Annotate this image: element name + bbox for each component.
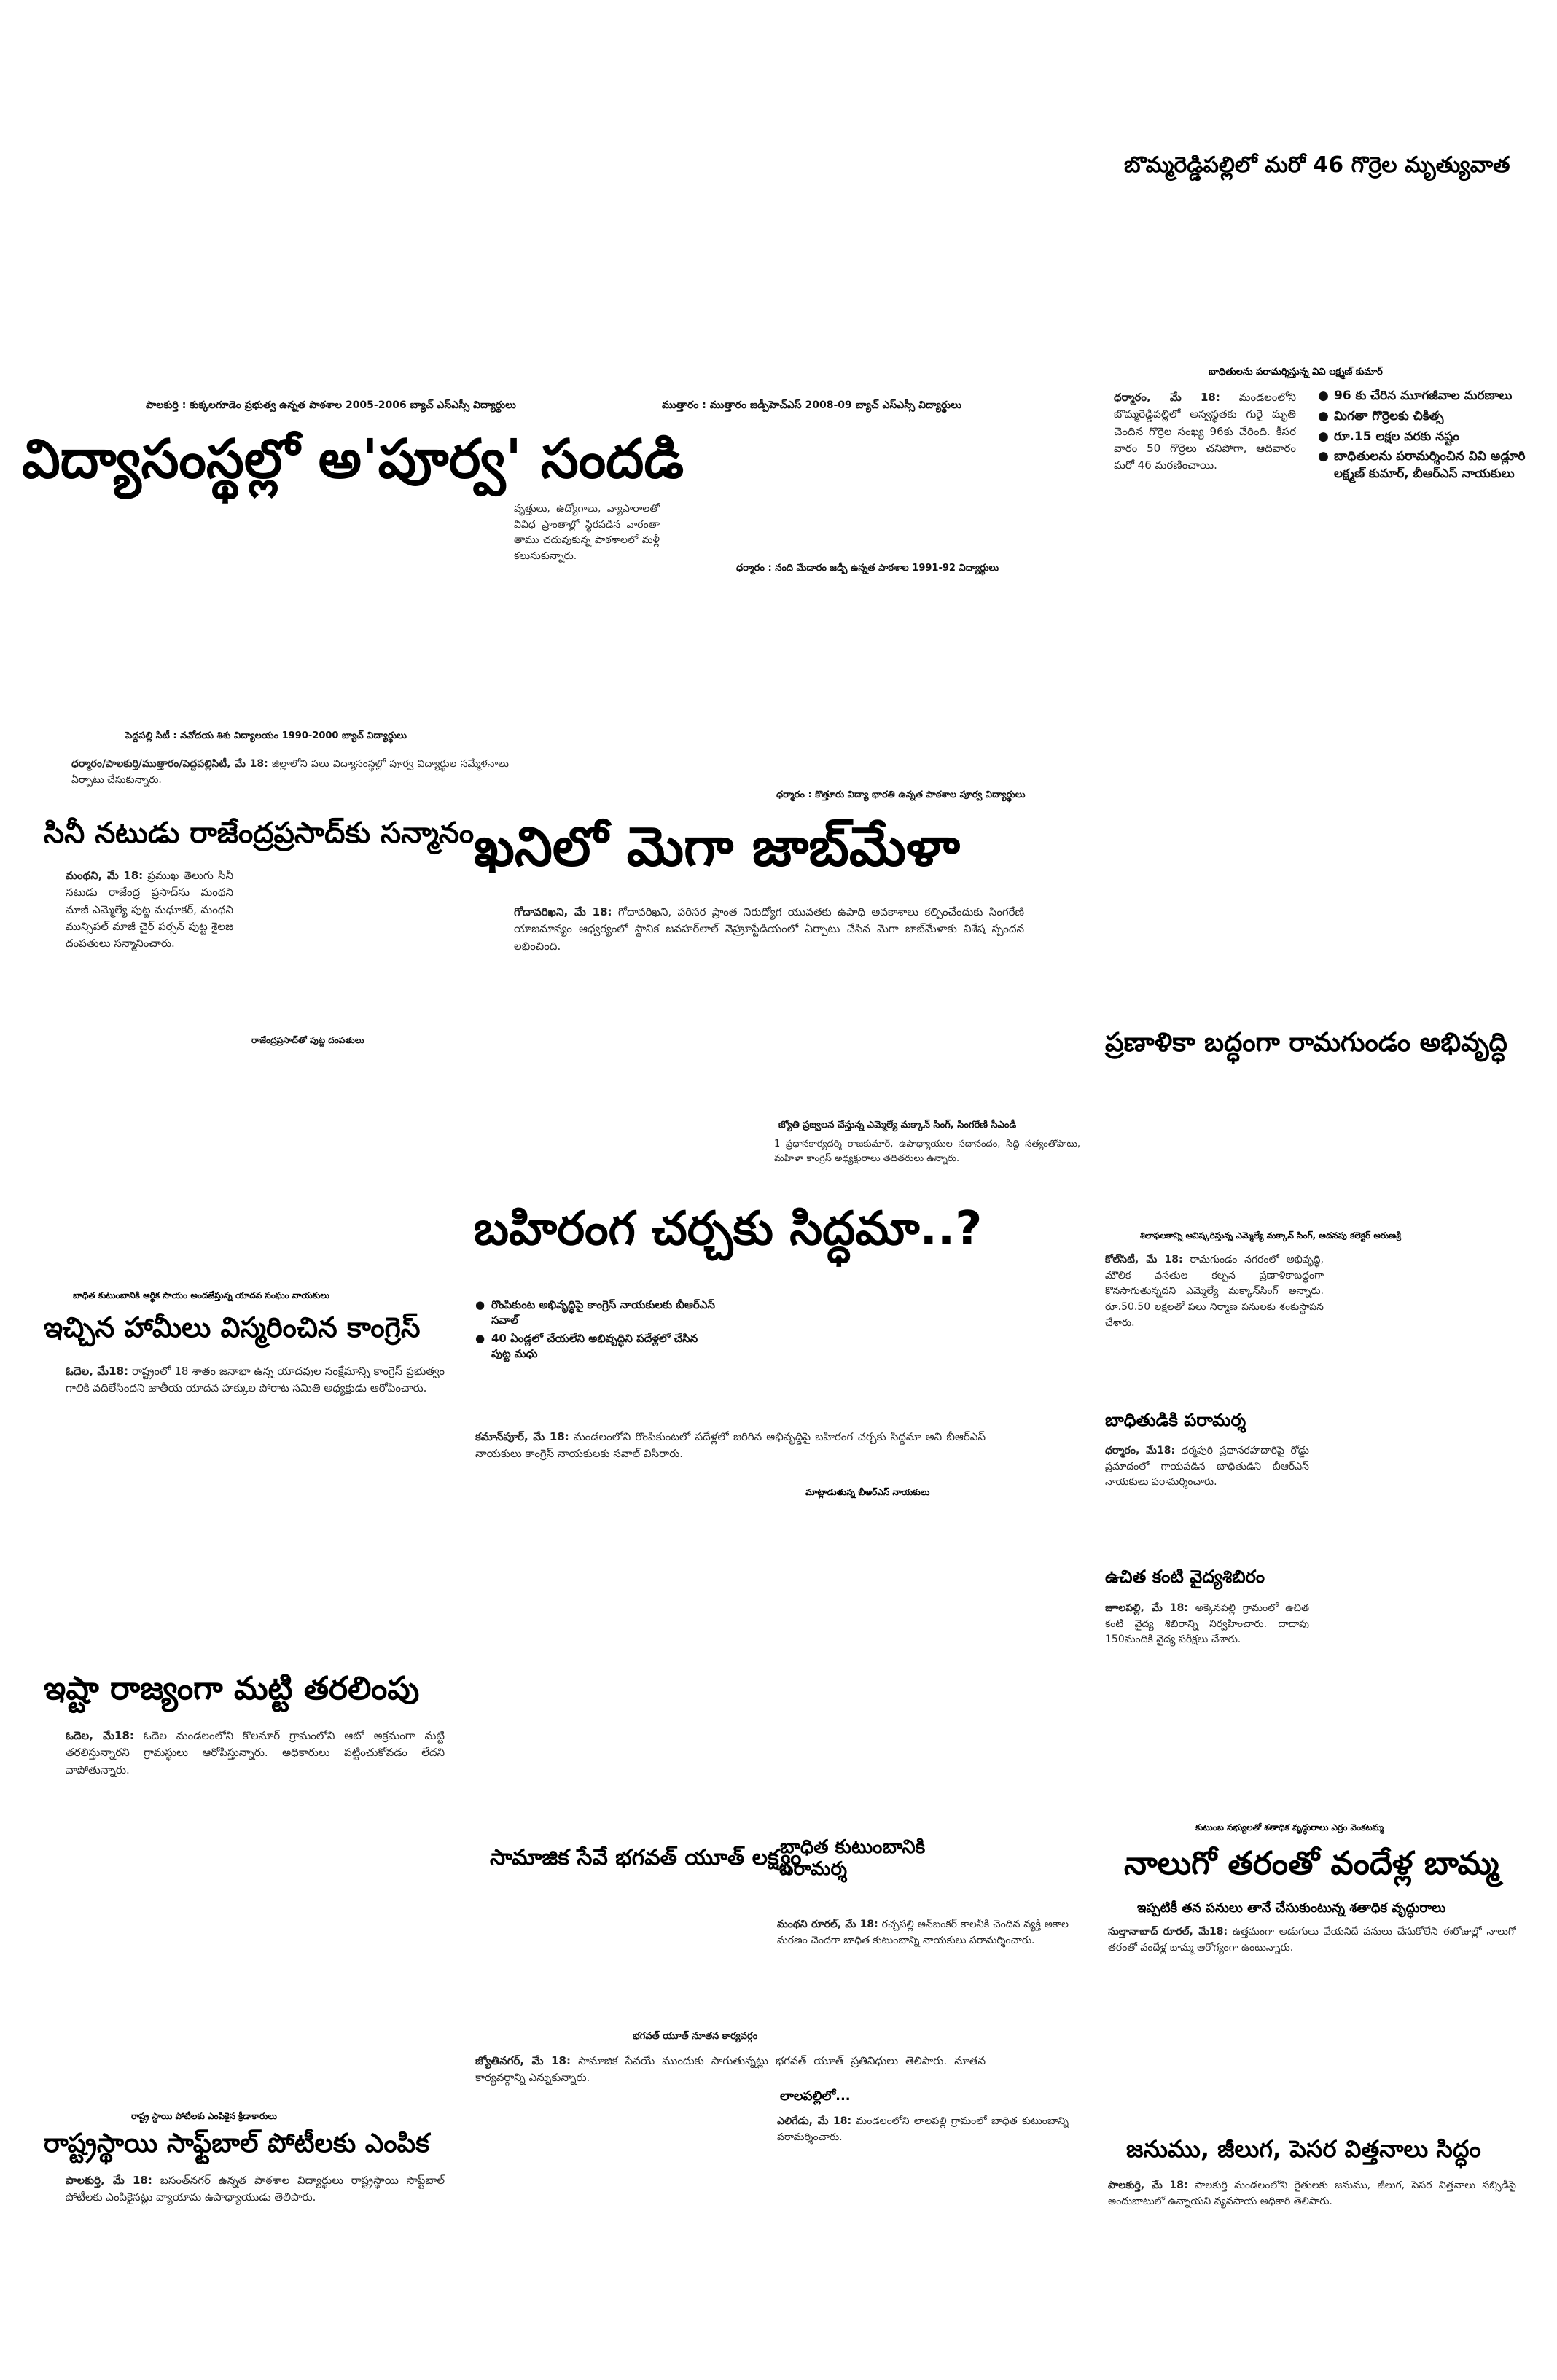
vidya-headline: విద్యాసంస్థల్లో అ'పూర్వ' సందడి — [22, 428, 684, 491]
samajika-headline: సామాజిక సేవే భగవత్ యూత్ లక్ష్యం — [490, 1845, 802, 1870]
help-side-headline: బాధితుడికి పరామర్శ — [1105, 1410, 1246, 1430]
debate-bullet-text: 40 ఏండ్లలో చేయలేని అభివృద్ధిని పదేళ్లలో చేసిన పుట్ట మధు — [491, 1332, 698, 1360]
debate-bullet-text: రొంపికుంట అభివృద్ధిపై కాంగ్రెస్ నాయకులకు బీఆర్ఎస్ సవాల్ — [491, 1298, 715, 1327]
eye-body-text: అక్కెనపల్లి గ్రామంలో ఉచిత కంటి వైద్య శిబిరాన్ని నిర్వహించారు. దాదాపు 150మందికి వైద్య పరీక్షలు చేశారు. — [1105, 1602, 1309, 1646]
debate-kicker: మాట్లాడుతున్న బీఆర్ఎస్ నాయకులు — [805, 1487, 930, 1497]
ishta-headline: ఇష్టా రాజ్యంగా మట్టి తరలింపు — [44, 1670, 420, 1707]
debate-dateline: కమాన్‌పూర్, మే 18: — [475, 1430, 569, 1443]
job-headline: ఖనిలో మెగా జాబ్‌మేళా — [474, 816, 960, 878]
congress-dateline: ఓదెల, మే18: — [66, 1365, 129, 1378]
job-caption: జ్యోతి ప్రజ్వలన చేస్తున్న ఎమ్మెల్యే మక్కాన్ సింగ్, సింగరేణి సీఎండీ — [778, 1120, 1017, 1131]
cine-caption: రాజేంద్రప్రసాద్‌తో పుట్ట దంపతులు — [251, 1035, 364, 1045]
photo-caption-left: పాలకుర్తి : కుక్కలగూడెం ప్రభుత్వ ఉన్నత పాఠశాల 2005-2006 బ్యాచ్ ఎస్ఎస్సీ విద్యార్థులు — [146, 399, 516, 411]
debate-bullets — [475, 1298, 716, 1365]
sheep-bullet — [1318, 429, 1537, 446]
bullet-icon: ● — [1318, 429, 1329, 444]
sheep-bullet-text: మిగతా గొర్రెలకు చికిత్స — [1334, 408, 1444, 424]
help-side-body — [1105, 1443, 1309, 1545]
sports-body-text: బసంత్‌నగర్ ఉన్నత పాఠశాల విద్యార్థులు రాష్ట్రస్థాయి సాఫ్ట్‌బాల్ పోటీలకు ఎంపికైనట్లు వ్యాయామ ఉపాధ్యాయుడు తెలిపారు. — [66, 2174, 445, 2204]
badhita-headline: బాధిత కుటుంబానికి పరామర్శ — [780, 1836, 926, 1880]
debate-body — [475, 1429, 986, 1735]
help-kicker: బాధిత కుటుంబానికి ఆర్థిక సాయం అందజేస్తున్న యాదవ సంఘం నాయకులు — [73, 1290, 329, 1300]
sheep-bullet — [1318, 388, 1537, 405]
photo-caption-lower-left: పెద్దపల్లి సిటీ : నవోదయ శిశు విద్యాలయం 1990-2000 బ్యాచ్ విద్యార్థులు — [125, 730, 407, 741]
badhita-body-text: రచ్చపల్లి అన్‌బంకర్ కాలనీకి చెందిన వ్యక్తి అకాల మరణం చెందగా బాధిత కుటుంబాన్ని నాయకులు పరామర్శించారు. — [777, 1919, 1069, 1946]
vidya-body-lower — [71, 757, 509, 803]
bullet-icon: ● — [1318, 449, 1329, 464]
badhita-sub-body-text: మండలంలోని లాలపల్లి గ్రామంలో బాధిత కుటుంబాన్ని పరామర్శించారు. — [777, 2115, 1069, 2143]
vidya-dateline: ధర్మారం/పాలకుర్తి/ముత్తారం/పెద్దపల్లిసిటీ, మే 18: — [71, 758, 268, 770]
sports-kicker: రాష్ట్ర స్థాయి పోటీలకు ఎంపికైన క్రీడాకారులు — [131, 2111, 277, 2121]
debate-bullet — [475, 1331, 716, 1362]
bamma-body — [1108, 1924, 1516, 2085]
congress-body-text: రాష్ట్రంలో 18 శాతం జనాభా ఉన్న యాదవుల సంక్షేమాన్ని కాంగ్రెస్ ప్రభుత్వం గాలికి వదిలేసిందని జాతీయ యాదవ హక్కుల పోరాట సమితి అధ్యక్షుడు ఆరోపించారు. — [66, 1365, 445, 1395]
cine-body-text: ప్రముఖ తెలుగు సినీ నటుడు రాజేంద్ర ప్రసాద్‌ను మంథని మాజీ ఎమ్మెల్యే పుట్ట మధూకర్, మంథని మున్సిపల్ మాజీ చైర్ పర్సన్ పుట్ట శైలజ దంపతులు సన్మానించారు. — [66, 869, 233, 950]
sheep-body-text: మండలంలోని బొమ్మరెడ్డిపల్లిలో అస్వస్థతకు గురై మృతి చెందిన గొర్రెల సంఖ్య 96కు చేరింది. కీసర వారం 50 గొర్రెలు చనిపోగా, ఆదివారం మరో 46 మరణించాయి. — [1114, 391, 1296, 472]
samajika-dateline: జ్యోతినగర్, మే 18: — [475, 2054, 571, 2067]
ishta-body — [66, 1728, 445, 1946]
sheep-bullet-text: రూ.15 లక్షల వరకు నష్టం — [1334, 429, 1459, 444]
debate-headline: బహిరంగ చర్చకు సిద్ధమా..? — [474, 1202, 983, 1256]
badhita-dateline: మంథని రూరల్, మే 18: — [777, 1919, 878, 1930]
sheep-body — [1114, 389, 1296, 972]
seeds-body-text: పాలకుర్తి మండలంలోని రైతులకు జనుము, జీలుగ, పెసర విత్తనాలు సబ్సిడీపై అందుబాటులో ఉన్నాయని వ్యవసాయ అధికారి తెలిపారు. — [1108, 2180, 1516, 2207]
debate-body-text: మండలంలోని రొంపికుంటలో పదేళ్లలో జరిగిన అభివృద్ధిపై బహిరంగ చర్చకు సిద్ధమా అని బీఆర్ఎస్ నాయకులు కాంగ్రెస్ నాయకులకు సవాల్ విసిరారు. — [475, 1430, 986, 1461]
sheep-dateline: ధర్మారం, మే 18: — [1114, 391, 1220, 404]
bamma-kicker: కుటుంబ సభ్యులతో శతాధిక వృద్ధురాలు ఎర్రం వెంకటమ్మ — [1195, 1822, 1384, 1833]
vidya-body-1: వృత్తులు, ఉద్యోగాలు, వ్యాపారాలతో వివిధ ప్రాంతాల్లో స్థిరపడిన వారంతా తాము చదువుకున్న పాఠశాలలో మళ్లీ కలుసుకున్నారు. — [514, 503, 660, 563]
job-body — [514, 904, 1024, 1108]
bamma-subheadline: ఇప్పటికీ తన పనులు తానే చేసుకుంటున్న శతాధిక వృద్ధురాలు — [1137, 1900, 1446, 1916]
vidya-body-column — [514, 502, 660, 720]
samajika-body-text: సామాజిక సేవయే ముందుకు సాగుతున్నట్లు భగవత్ యూత్ ప్రతినిధులు తెలిపారు. నూతన కార్యవర్గాన్ని ఎన్నుకున్నారు. — [475, 2054, 986, 2085]
photo-caption-mid: ధర్మారం : నంది మేడారం జడ్పీ ఉన్నత పాఠశాల 1991-92 విద్యార్థులు — [736, 563, 999, 574]
photo-caption-right: ముత్తారం : ముత్తారం జడ్పీహెచ్ఎస్ 2008-09 బ్యాచ్ ఎస్ఎస్సీ విద్యార్థులు — [662, 399, 961, 411]
bamma-dateline: సుల్తానాబాద్ రూరల్, మే18: — [1108, 1926, 1228, 1938]
badhita-sub-dateline: ఎలిగేడు, మే 18: — [777, 2115, 852, 2127]
congress-body — [66, 1363, 445, 1647]
sheep-bullet — [1318, 408, 1537, 426]
cine-dateline: మంథని, మే 18: — [66, 869, 144, 882]
bullet-icon: ● — [1318, 408, 1329, 424]
seeds-body — [1108, 2178, 1516, 2360]
sheep-kicker: బాధితులను పరామర్శిస్తున్న వివి లక్ష్మణ్ కుమార్ — [1209, 367, 1383, 378]
job-body-2: 1 ప్రధానకార్యదర్శి రాజకుమార్, ఉపాధ్యాయుల సదానందం, సిద్ది సత్యంతోపాటు, మహిళా కాంగ్రెస్ అధ్యక్షురాలు తదితరులు ఉన్నారు. — [774, 1139, 1080, 1165]
ramagundam-body — [1105, 1252, 1324, 1369]
help-side-body-text: ధర్మపురి ప్రధానరహదారిపై రోడ్డు ప్రమాదంలో గాయపడిన బాధితుడిని బీఆర్ఎస్ నాయకులు పరామర్శించారు. — [1105, 1445, 1309, 1489]
bamma-body-text: ఉత్తమంగా అడుగులు వేయనిదే పనులు చేసుకోలేని ఈరోజుల్లో నాలుగో తరంతో వందేళ్ల బామ్మ ఆరోగ్యంగా ఉంటున్నారు. — [1108, 1926, 1516, 1954]
eye-headline: ఉచిత కంటి వైద్యశిబిరం — [1105, 1566, 1265, 1587]
sheep-bullet-text: బాధితులను పరామర్శించిన వివి అడ్లూరి లక్ష్మణ్ కుమార్, బీఆర్ఎస్ నాయకులు — [1334, 449, 1526, 482]
cine-headline: సినీ నటుడు రాజేంద్రప్రసాద్‌కు సన్మానం — [44, 816, 475, 850]
vidya-body-2: జిల్లాలోని పలు విద్యాసంస్థల్లో పూర్వ విద్యార్థుల సమ్మేళనాలు ఏర్పాటు చేసుకున్నారు. — [71, 758, 509, 786]
sheep-bullet-text: 96 కు చేరిన మూగజీవాల మరణాలు — [1334, 389, 1513, 403]
sports-body — [66, 2172, 445, 2369]
sports-dateline: పాలకుర్తి, మే 18: — [66, 2174, 152, 2187]
bamma-headline: నాలుగో తరంతో వందేళ్ల బామ్మ — [1124, 1845, 1499, 1882]
samajika-caption: భగవత్ యూత్ నూతన కార్యవర్గం — [633, 2031, 758, 2042]
debate-bullet — [475, 1298, 716, 1328]
bullet-icon: ● — [475, 1298, 485, 1311]
bullet-icon: ● — [475, 1332, 485, 1345]
job-body-text: గోదావరిఖని, పరిసర ప్రాంత నిరుద్యోగ యువతకు ఉపాధి అవకాశాలు కల్పించేందుకు సింగరేణి యాజమాన్యం ఆధ్వర్యంలో స్థానిక జవహర్‌లాల్ నెహ్రూస్టేడియంలో ఏర్పాటు చేసిన మెగా జాబ్‌మేళాకు విశేష స్పందన లభించింది. — [514, 905, 1024, 953]
cine-body — [66, 867, 233, 1130]
top-right-headline: బొమ్మరెడ్డిపల్లిలో మరో 46 గొర్రెల మృత్యువాత — [1124, 152, 1510, 178]
badhita-sub-body — [777, 2114, 1069, 2333]
bullet-icon: ● — [1318, 389, 1329, 403]
ishta-dateline: ఓదెల, మే18: — [66, 1729, 134, 1742]
eye-body — [1105, 1601, 1309, 1703]
sports-headline: రాష్ట్రస్థాయి సాఫ్ట్‌బాల్ పోటీలకు ఎంపిక — [44, 2129, 430, 2158]
eye-dateline: జూలపల్లి, మే 18: — [1105, 1602, 1189, 1614]
ishta-body-text: ఓదెల మండలంలోని కొలనూర్ గ్రామంలోని ఆటో అక్రమంగా మట్టి తరలిస్తున్నారని గ్రామస్థులు ఆరోపిస్తున్నారు. అధికారులు పట్టించుకోవడం లేదని వాపోతున్నారు. — [66, 1729, 445, 1776]
ramagundam-headline: ప్రణాళికా బద్ధంగా రామగుండం అభివృద్ధి — [1105, 1028, 1507, 1058]
ramagundam-body-text: రామగుండం నగరంలో అభివృద్ధి, మౌలిక వసతుల కల్పన ప్రణాళికాబద్ధంగా కొనసాగుతున్నదని ఎమ్మెల్యే మక్కాన్‌సింగ్ అన్నారు. రూ.50.50 లక్షలతో పలు నిర్మాణ పనులకు శంకుస్థాపన చేశారు. — [1105, 1254, 1324, 1329]
sheep-bullets — [1318, 388, 1537, 486]
job-dateline: గోదావరిఖని, మే 18: — [514, 905, 612, 918]
seeds-headline: జనుము, జీలుగ, పెసర విత్తనాలు సిద్ధం — [1126, 2135, 1481, 2163]
photo-caption-lower-right: ధర్మారం : కొత్తూరు విద్యా భారతి ఉన్నత పాఠశాల పూర్వ విద్యార్థులు — [776, 789, 1026, 800]
sheep-bullet — [1318, 448, 1537, 483]
badhita-sub-headline: లాలపల్లిలో... — [780, 2088, 851, 2104]
ramagundam-kicker: శిలాఫలకాన్ని ఆవిష్కరిస్తున్న ఎమ్మెల్యే మక్కాన్ సింగ్, అదనపు కలెక్టర్ అరుణశ్రీ — [1140, 1230, 1401, 1241]
seeds-dateline: పాలకుర్తి, మే 18: — [1108, 2180, 1188, 2191]
congress-headline: ఇచ్చిన హామీలు విస్మరించిన కాంగ్రెస్ — [44, 1311, 421, 1343]
help-side-dateline: ధర్మారం, మే18: — [1105, 1445, 1176, 1456]
badhita-body — [777, 1917, 1069, 2077]
ramagundam-dateline: కోల్‌సిటీ, మే 18: — [1105, 1254, 1183, 1265]
